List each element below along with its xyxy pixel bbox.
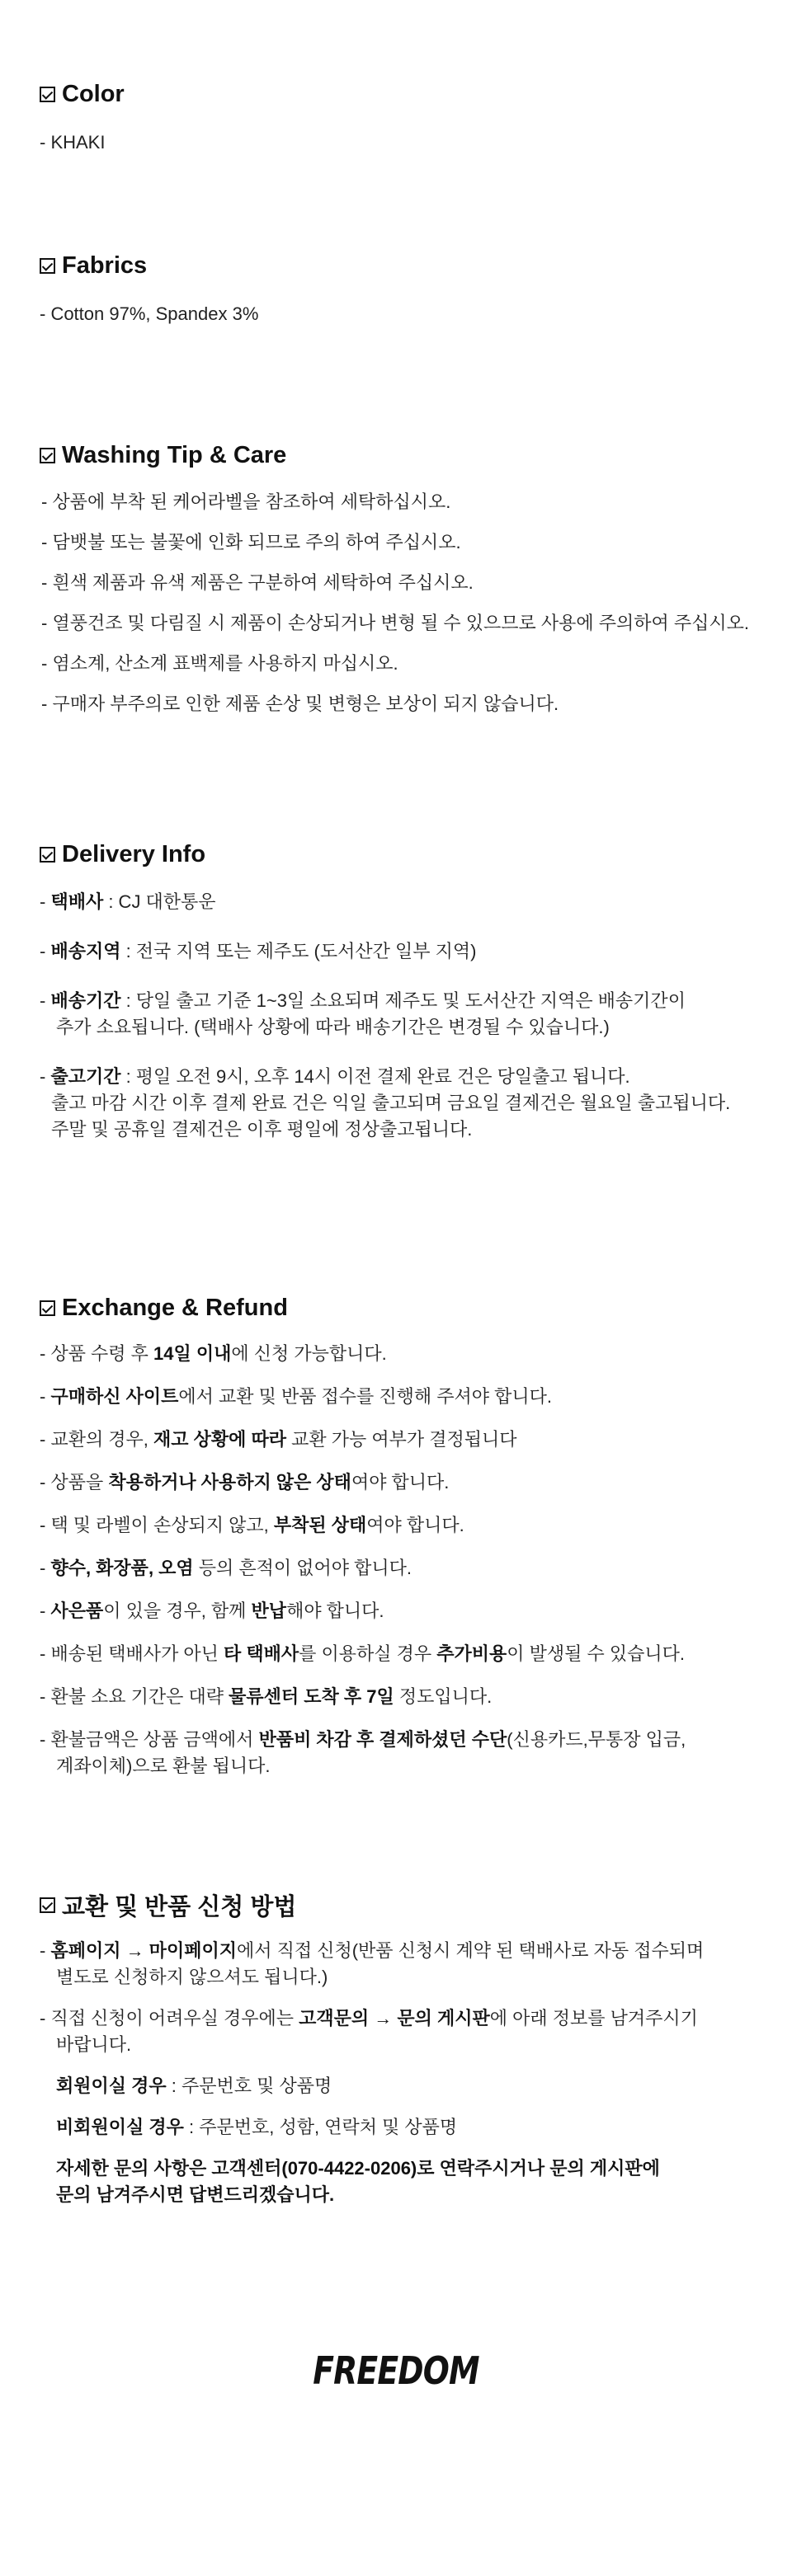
delivery-section [40,838,759,1166]
exchange-item: - 상품 수령 후 14일 이내에 신청 가능합니다. [40,1343,387,1364]
period-label: 배송기간 [50,990,121,1011]
howto-heading [40,1888,759,1921]
howto-section [40,1888,759,2223]
release-value-2: 출고 마감 시간 이후 결제 완료 건은 익일 출고되며 금요일 결제건은 월요일 출고됩니다. [51,1093,731,1113]
howto-item: - 직접 신청이 어려우실 경우에는 고객문의 → 문의 게시판에 아래 정보를 남겨주시기 바랍니다. [40,2008,698,2055]
howto-note: 자세한 문의 사항은 고객센터(070-4422-0206)로 연락주시거나 문의 게시판에 문의 남겨주시면 답변드리겠습니다. [56,2158,660,2205]
exchange-item: - 교환의 경우, 재고 상황에 따라 교환 가능 여부가 결정됩니다 [40,1429,517,1450]
delivery-release: - 출고기간 : 평일 오전 9시, 오후 14시 이전 결제 완료 건은 당일출고 됩니다. 출고 마감 시간 이후 결제 완료 건은 익일 출고되며 금요일 결제건은 월요일 출고됩니다. 주말 및 공휴일 결제건은 이후 평일에 정상출고됩니다. [40,1064,759,1143]
area-label: 배송지역 [50,941,121,961]
brand-logo: FREEDOM [313,2348,479,2393]
exchange-item: - 향수, 화장품, 오염 등의 흔적이 없어야 합니다. [40,1558,412,1578]
checkbox-icon [40,258,55,274]
exchange-heading [40,1291,759,1324]
washing-heading [40,439,759,472]
howto-member: 회원이실 경우 : 주문번호 및 상품명 [56,2075,332,2096]
delivery-area: - 배송지역 : 전국 지역 또는 제주도 (도서산간 일부 지역) [40,941,477,961]
delivery-heading [40,838,759,871]
delivery-title: Delivery Info [62,840,206,867]
exchange-item: - 환불금액은 상품 금액에서 반품비 차감 후 결제하셨던 수단(신용카드,무통장 입금, 계좌이체)으로 환불 됩니다. [40,1729,686,1776]
courier-label: 택배사 [50,891,104,912]
howto-item: - 홈페이지 → 마이페이지에서 직접 신청(반품 신청시 계약 된 택배사로 자동 접수되며 별도로 신청하지 않으셔도 됩니다.) [40,1940,705,1987]
washing-section [40,439,759,724]
period-value-2: 추가 소요됩니다. (택배사 상황에 따라 배송기간은 변경될 수 있습니다.) [56,1017,610,1037]
washing-item: - 열풍건조 및 다림질 시 제품이 손상되거나 변형 될 수 있으므로 사용에 주의하여 주십시오. [41,613,749,633]
period-value: : 당일 출고 기준 1~3일 소요되며 제주도 및 도서산간 지역은 배송기간이 [120,990,686,1011]
washing-item: - 구매자 부주의로 인한 제품 손상 및 변형은 보상이 되지 않습니다. [41,693,559,714]
checkbox-icon [40,1897,55,1913]
howto-title: 교환 및 반품 신청 방법 [62,1893,297,1920]
checkbox-icon [40,87,55,102]
fabrics-section [40,249,759,327]
fabrics-value: - Cotton 97%, Spandex 3% [40,303,259,324]
delivery-courier: - 택배사 : CJ 대한통운 [40,891,216,912]
exchange-item: - 환불 소요 기간은 대략 물류센터 도착 후 7일 정도입니다. [40,1686,493,1707]
checkbox-icon [40,1300,55,1316]
washing-item: - 흰색 제품과 유색 제품은 구분하여 세탁하여 주십시오. [41,572,474,593]
exchange-item: - 사은품이 있을 경우, 함께 반납해야 합니다. [40,1601,384,1621]
exchange-section [40,1291,759,1796]
exchange-item: - 배송된 택배사가 아닌 타 택배사를 이용하실 경우 추가비용이 발생될 수 있습니다. [40,1643,686,1664]
washing-item: - 담뱃불 또는 불꽃에 인화 되므로 주의 하여 주십시오. [41,532,461,552]
howto-guest: 비회원이실 경우 : 주문번호, 성함, 연락처 및 상품명 [56,2117,458,2137]
fabrics-title: Fabrics [62,251,148,279]
exchange-item: - 택 및 라벨이 손상되지 않고, 부착된 상태여야 합니다. [40,1515,464,1535]
checkbox-icon [40,448,55,463]
fabrics-heading [40,249,759,282]
washing-item: - 염소계, 산소계 표백제를 사용하지 마십시오. [41,653,398,674]
color-title: Color [62,80,125,107]
exchange-item: - 상품을 착용하거나 사용하지 않은 상태여야 합니다. [40,1472,450,1492]
washing-item: - 상품에 부착 된 케어라벨을 참조하여 세탁하십시오. [41,491,451,512]
exchange-title: Exchange & Refund [62,1294,288,1321]
exchange-item: - 구매하신 사이트에서 교환 및 반품 접수를 진행해 주셔야 합니다. [40,1386,553,1407]
washing-title: Washing Tip & Care [62,441,287,468]
checkbox-icon [40,847,55,863]
color-section [40,78,759,155]
release-label: 출고기간 [50,1066,121,1087]
courier-value: : CJ 대한통운 [103,891,216,912]
color-value: - KHAKI [40,132,106,153]
color-heading [40,78,759,110]
release-value-3: 주말 및 공휴일 결제건은 이후 평일에 정상출고됩니다. [51,1119,473,1140]
release-value: : 평일 오전 9시, 오후 14시 이전 결제 완료 건은 당일출고 됩니다. [120,1066,630,1087]
area-value: : 전국 지역 또는 제주도 (도서산간 일부 지역) [120,941,477,961]
delivery-period: - 배송기간 : 당일 출고 기준 1~3일 소요되며 제주도 및 도서산간 지역은 배송기간이 추가 소요됩니다. (택배사 상황에 따라 배송기간은 변경될 수 있습니다.) [40,988,759,1041]
